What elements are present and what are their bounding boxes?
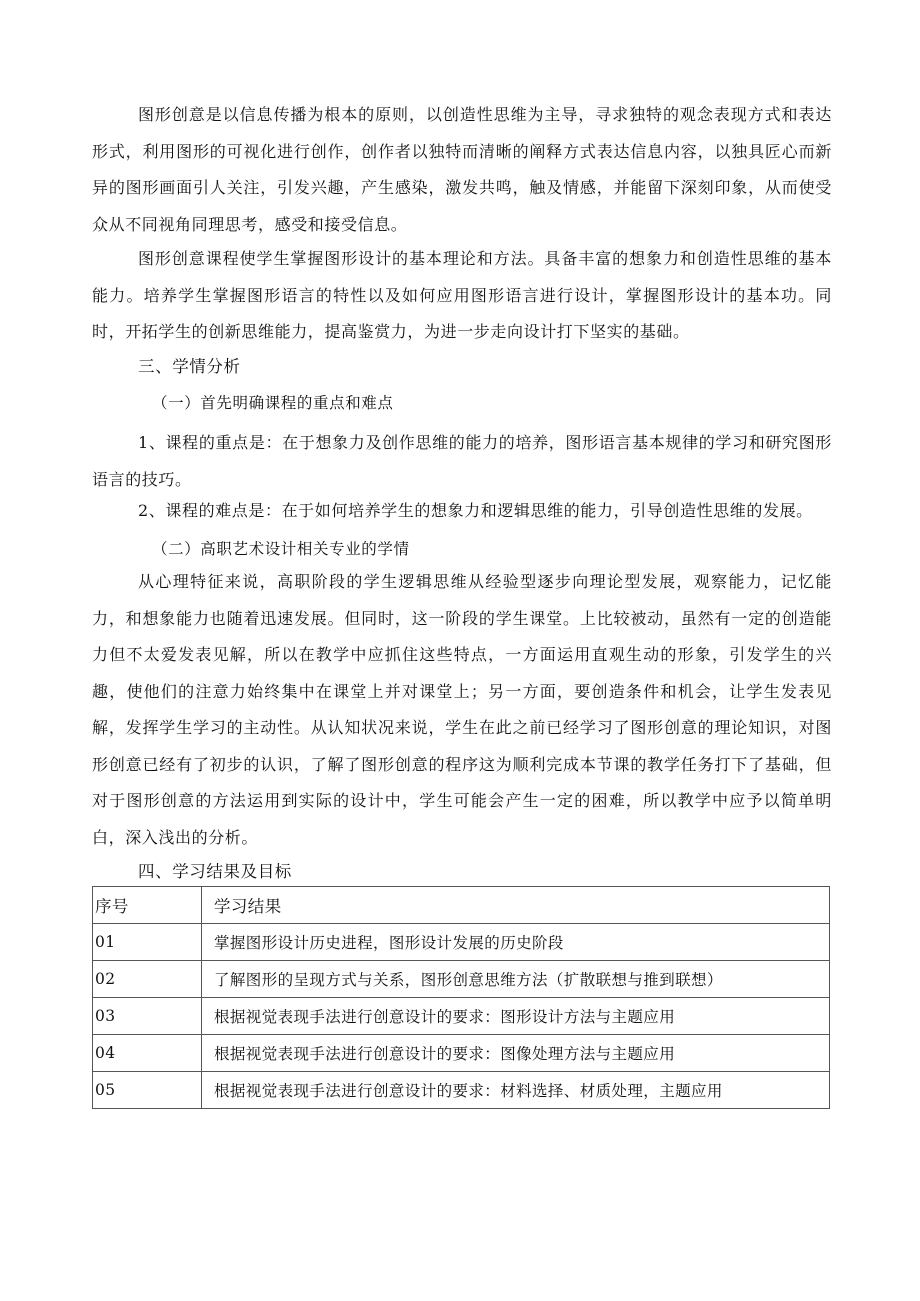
column-header-outcome: 学习结果 — [202, 887, 830, 924]
row-number-cell: 04 — [93, 1035, 202, 1072]
row-outcome-cell: 根据视觉表现手法进行创意设计的要求：图形设计方法与主题应用 — [202, 998, 830, 1035]
column-header-number: 序号 — [93, 887, 202, 924]
section-3-heading: 三、学情分析 — [138, 357, 241, 376]
row-outcome-cell: 根据视觉表现手法进行创意设计的要求：图像处理方法与主题应用 — [202, 1035, 830, 1072]
learner-analysis-paragraph: 从心理特征来说，高职阶段的学生逻辑思维从经验型逐步向理论型发展，观察能力，记忆能力，和想象能力也随着迅速发展。但同时，这一阶段的学生课堂。上比较被动，虽然有一定的创造能力但不太爱发表见解，所以在教学中应抓住这些特点，一方面运用直观生动的形象，引发学生的兴趣，使他们的注意力始终集中在课堂上并对课堂上；另一方面，要创造条件和机会，让学生发表见解，发挥学生学习的主动性。从认知状况来说，学生在此之前已经学习了图形创意的理论知识，对图形创意已经有了初步的认识，了解了图形创意的程序这为顺利完成本节课的教学任务打下了基础，但对于图形创意的方法运用到实际的设计中，学生可能会产生一定的困难，所以教学中应予以简单明白，深入浅出的分析。 — [92, 572, 832, 847]
row-number-cell: 01 — [93, 924, 202, 961]
row-number-cell: 03 — [93, 998, 202, 1035]
course-goal-paragraph: 图形创意课程使学生掌握图形设计的基本理论和方法。具备丰富的想象力和创造性思维的基本能力。培养学生掌握图形语言的特性以及如何应用图形语言进行设计，掌握图形设计的基本功。同时，开拓学生的创新思维能力，提高鉴赏力，为进一步走向设计打下坚实的基础。 — [92, 249, 832, 341]
section-4-heading: 四、学习结果及目标 — [138, 862, 292, 881]
row-outcome-cell: 了解图形的呈现方式与关系，图形创意思维方法（扩散联想与推到联想） — [202, 961, 830, 998]
intro-paragraph: 图形创意是以信息传播为根本的原则，以创造性思维为主导，寻求独特的观念表现方式和表达形式，利用图形的可视化进行创作，创作者以独特而清晰的阐释方式表达信息内容，以独具匠心而新异的图形画面引人关注，引发兴趣，产生感染，激发共鸣，触及情感，并能留下深刻印象，从而使受众从不同视角同理思考，感受和接受信息。 — [92, 105, 832, 234]
difficulty-paragraph: 2、课程的难点是：在于如何培养学生的想象力和逻辑思维的能力，引导创造性思维的发展。 — [138, 501, 813, 520]
table-header-row — [93, 887, 830, 924]
table-row — [93, 924, 830, 961]
row-outcome-cell: 掌握图形设计历史进程，图形设计发展的历史阶段 — [202, 924, 830, 961]
row-number-cell: 02 — [93, 961, 202, 998]
subsection-2-heading: （二）高职艺术设计相关专业的学情 — [152, 540, 410, 558]
table-row — [93, 1035, 830, 1072]
row-outcome-cell: 根据视觉表现手法进行创意设计的要求：材料选择、材质处理，主题应用 — [202, 1072, 830, 1109]
table-row — [93, 961, 830, 998]
table-row — [93, 1072, 830, 1109]
key-point-paragraph: 1、课程的重点是：在于想象力及创作思维的能力的培养，图形语言基本规律的学习和研究图形语言的技巧。 — [92, 433, 832, 489]
table-row — [93, 998, 830, 1035]
learning-outcomes-table — [92, 886, 830, 1109]
subsection-1-heading: （一）首先明确课程的重点和难点 — [152, 394, 394, 412]
row-number-cell: 05 — [93, 1072, 202, 1109]
